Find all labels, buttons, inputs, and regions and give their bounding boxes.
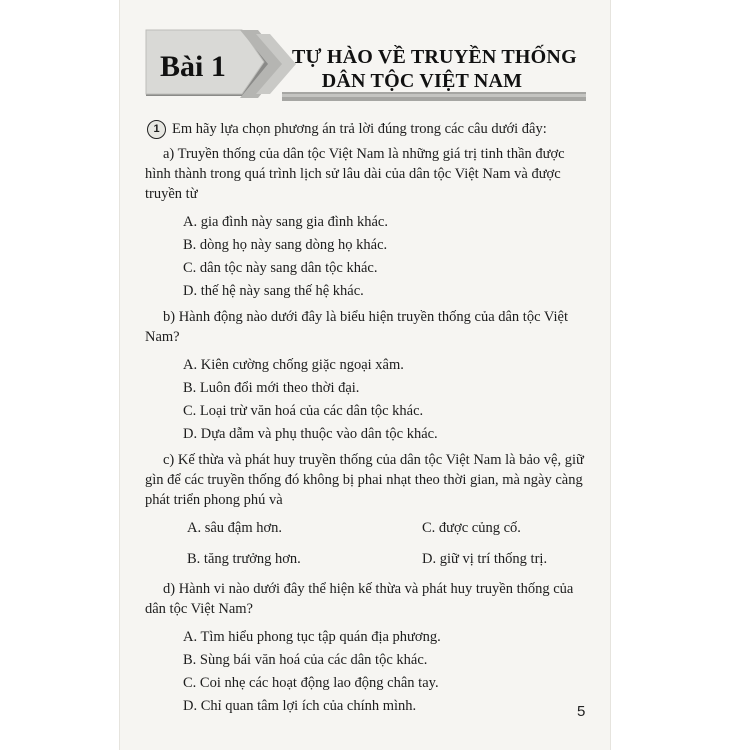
lesson-title-line-2: DÂN TỘC VIỆT NAM bbox=[321, 70, 523, 92]
exercise-content bbox=[145, 119, 593, 719]
question-stem: a) Truyền thống của dân tộc Việt Nam là những giá trị tinh thần được hình thành trong quá trình lịch sử lâu dài của dân tộc Việt Nam và được truyền từ bbox=[145, 146, 565, 202]
option-grid bbox=[145, 518, 593, 569]
option-c: C. dân tộc này sang dân tộc khác. bbox=[183, 260, 378, 276]
lesson-label: Bài 1 bbox=[160, 50, 226, 83]
exercise-instruction: Em hãy lựa chọn phương án trả lời đúng trong các câu dưới đây: bbox=[172, 121, 547, 137]
question-stem: d) Hành vi nào dưới đây thể hiện kế thừa và phát huy truyền thống của dân tộc Việt Nam? bbox=[145, 581, 574, 617]
option-c: C. Loại trừ văn hoá của các dân tộc khác. bbox=[183, 403, 424, 419]
question-b bbox=[145, 307, 593, 446]
exercise-number-badge: 1 bbox=[147, 120, 166, 139]
option-b: B. dòng họ này sang dòng họ khác. bbox=[183, 237, 388, 253]
option-a: A. gia đình này sang gia đình khác. bbox=[183, 214, 388, 230]
option-c: C. được củng cố. bbox=[422, 520, 521, 536]
option-d: D. thế hệ này sang thế hệ khác. bbox=[183, 283, 364, 299]
option-c: C. Coi nhẹ các hoạt động lao động chân tay. bbox=[183, 675, 439, 691]
question-c bbox=[145, 450, 593, 569]
option-b: B. Luôn đổi mới theo thời đại. bbox=[183, 380, 360, 396]
question-stem: b) Hành động nào dưới đây là biểu hiện truyền thống của dân tộc Việt Nam? bbox=[145, 309, 568, 345]
question-d bbox=[145, 579, 593, 718]
option-d: D. giữ vị trí thống trị. bbox=[422, 551, 548, 567]
option-d: D. Chỉ quan tâm lợi ích của chính mình. bbox=[183, 698, 417, 714]
question-a bbox=[145, 144, 593, 303]
lesson-title-line-1: TỰ HÀO VỀ TRUYỀN THỐNG bbox=[292, 46, 577, 68]
option-b: B. tăng trưởng hơn. bbox=[187, 551, 301, 567]
option-a: A. Kiên cường chống giặc ngoại xâm. bbox=[183, 357, 404, 373]
option-b: B. Sùng bái văn hoá của các dân tộc khác. bbox=[183, 652, 428, 668]
option-a: A. Tìm hiểu phong tục tập quán địa phương. bbox=[183, 629, 441, 645]
option-d: D. Dựa dẫm và phụ thuộc vào dân tộc khác. bbox=[183, 426, 438, 442]
lesson-header bbox=[0, 0, 750, 120]
option-a: A. sâu đậm hơn. bbox=[187, 520, 283, 536]
lesson-title bbox=[292, 45, 577, 93]
page-number: 5 bbox=[577, 703, 586, 720]
exercise-header bbox=[145, 119, 593, 139]
question-stem: c) Kế thừa và phát huy truyền thống của dân tộc Việt Nam là bảo vệ, giữ gìn để các truyền thống đó không bị phai nhạt theo thời gian, mà ngày càng phát triển phong phú và bbox=[145, 452, 584, 508]
